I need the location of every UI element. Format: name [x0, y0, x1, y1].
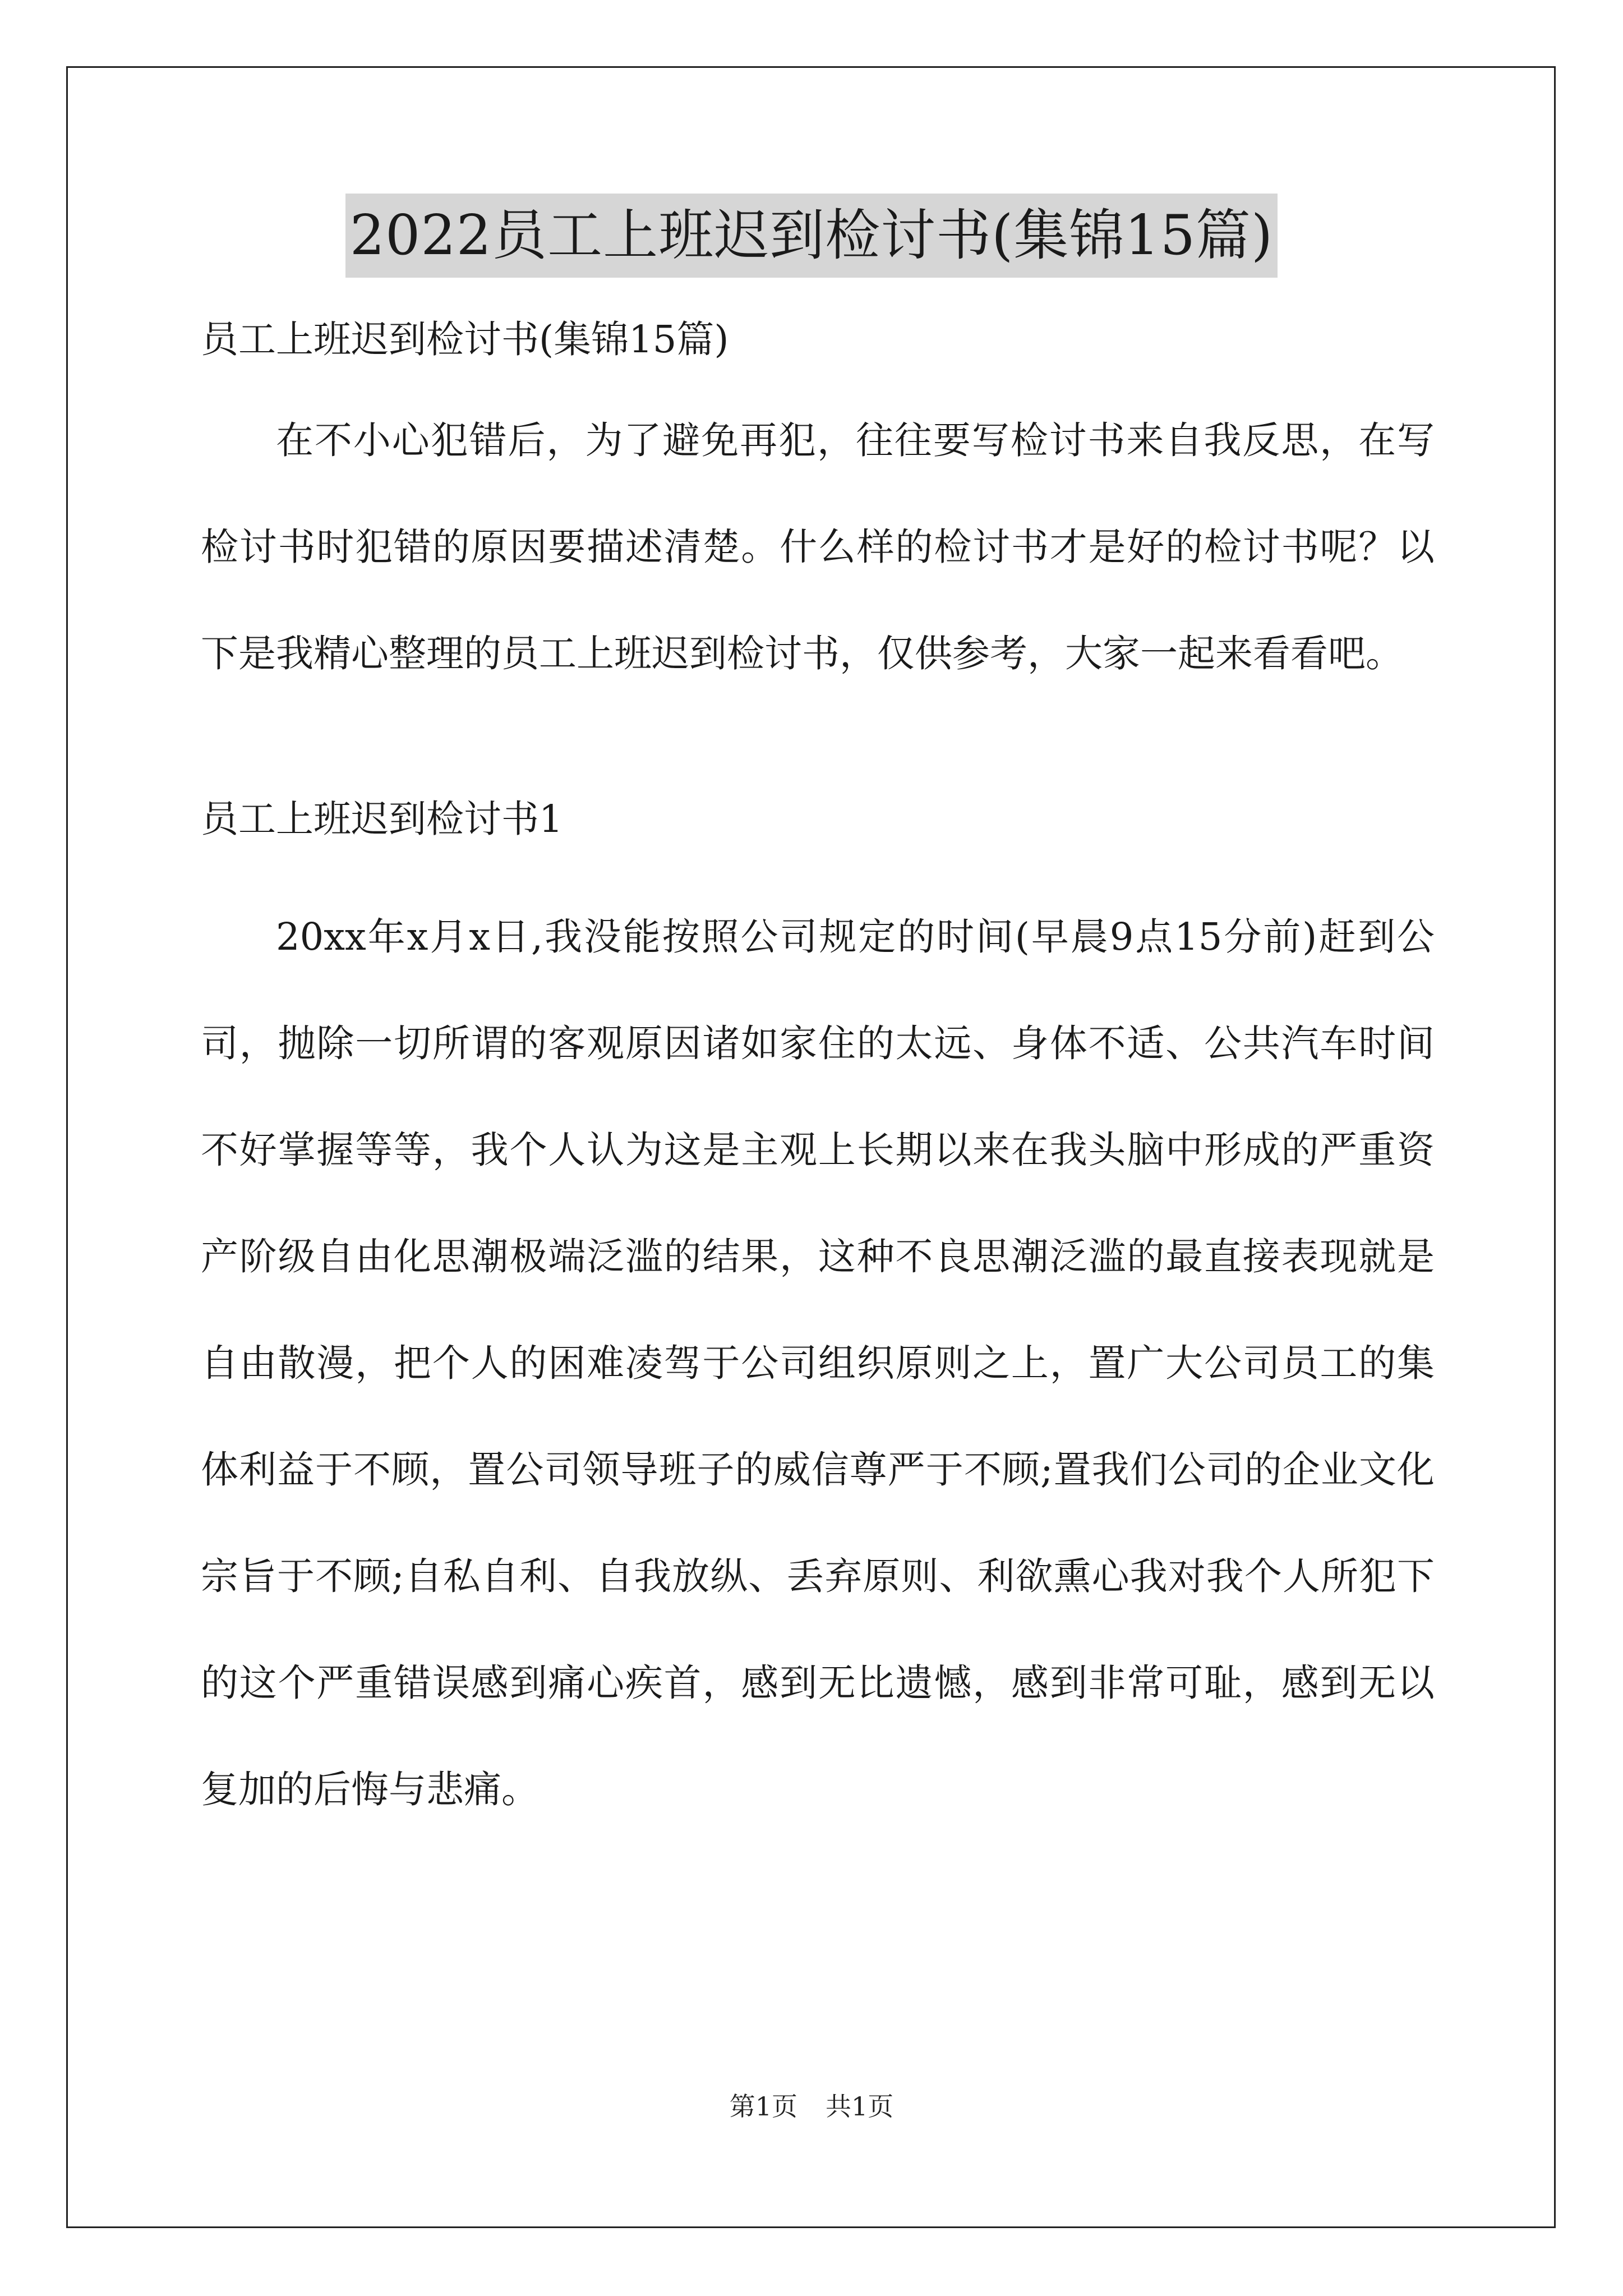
intro-paragraph: 在不小心犯错后，为了避免再犯，往往要写检讨书来自我反思，在写检讨书时犯错的原因要描述清楚。什么样的检讨书才是好的检讨书呢？以下是我精心整理的员工上班迟到检讨书，仅供参考，大家一起来看看吧。	[201, 418, 1435, 675]
document-content	[201, 303, 1435, 1843]
section-heading: 员工上班迟到检讨书1	[201, 797, 563, 841]
page-number: 第1页	[729, 2091, 797, 2122]
document-subtitle: 员工上班迟到检讨书(集锦15篇)	[201, 318, 729, 361]
page-footer	[0, 2090, 1623, 2123]
section-paragraph: 20xx年x月x日,我没能按照公司规定的时间(早晨9点15分前)赶到公司，抛除一切所谓的客观原因诸如家住的太远、身体不适、公共汽车时间不好掌握等等，我个人认为这是主观上长期以来在我头脑中形成的严重资产阶级自由化思潮极端泛滥的结果，这种不良思潮泛滥的最直接表现就是自由散漫，把个人的困难凌驾于公司组织原则之上，置广大公司员工的集体利益于不顾，置公司领导班子的威信尊严于不顾;置我们公司的企业文化宗旨于不顾;自私自利、自我放纵、丢弃原则、利欲熏心我对我个人所犯下的这个严重错误感到痛心疾首，感到无比遗憾，感到非常可耻，感到无以复加的后悔与悲痛。	[201, 915, 1435, 1811]
page-count: 共1页	[826, 2091, 894, 2122]
document-title: 2022员工上班迟到检讨书(集锦15篇)	[345, 194, 1278, 278]
title-container	[0, 194, 1623, 278]
